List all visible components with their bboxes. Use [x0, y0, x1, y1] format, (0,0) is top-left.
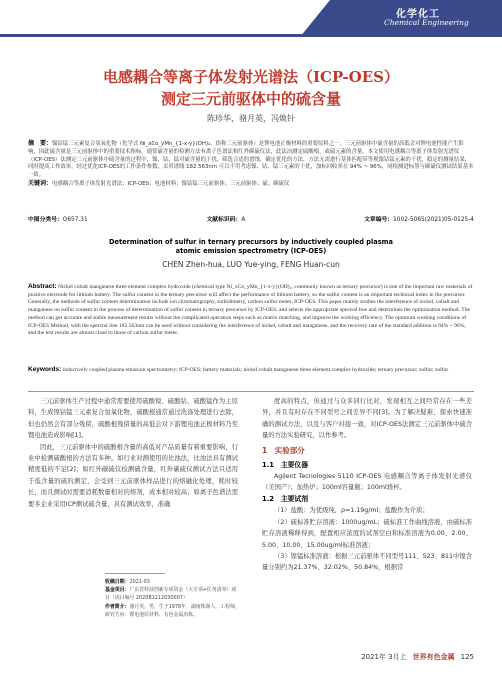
subsection-heading: 1.2 主要试剂	[262, 495, 309, 504]
doc-code: 文献标识码：A	[206, 217, 246, 223]
page-number: 125	[460, 653, 474, 661]
paragraph: Agilent Tecnologies 5110 ICP-OES 电感耦合等离子体发射光谱仪（美国产）；加热炉；100ml容量瓶；100ml烧杯。	[262, 472, 472, 492]
abstract-zh	[28, 140, 474, 189]
keywords-en-label: Keywords:	[28, 366, 62, 373]
clc: 中图分类号：O657.31	[28, 217, 88, 223]
divider	[28, 391, 474, 392]
authors: 陈珍华，骆月英，冯焕针	[207, 114, 295, 123]
journal-name: 世界有色金属	[412, 653, 455, 661]
footnote: 收稿日期：2021-03 基金项目：广东省科技创新专项资金（大专项+任务清单）项目（项目编号 2020B1212030007） 作者简介：骆月英，男，生于1978年，湖南株洲人，工程师，研究方向：锂电池原材料、有色金属冶炼。	[105, 579, 240, 618]
title-en	[40, 238, 462, 256]
paragraph: 因此，三元前驱体中的硫酸根含量的高低对产品质量有着重要影响，行业中检测硫酸根的方法有多种。如行业对测使用的比浊法，比浊法具有测试精度低的不足[2]；如红外碳硫仪检测硫含量，红外碳硫仪测试方法只适用于低含量的硫的测定，会受到三元前驱体样品进行的熔融化处理，耗时较长，而且测试时需要消耗数量相对的熔剂，成本相对较高；如离子色谱法需要多企业采用ICP测试硫含量，具有测试效率，准确	[28, 443, 238, 508]
abstract-en-text: Nickel cobalt manganese three element complex hydroxide (chemical type Ni_xCo_yMn_{1-x-y}(OH)₂, commonly known as ternary precursor) is one of the important raw materials of positive electrode for lithium battery. The sulfur content in the ternary precursor will affect the performance of lithium battery, so the sulfur content is an important technical index in the precursor. Generally, the methods of sulfur content determination include ion chromatography, turbidimetry, carbon sulfur meter, ICP-OES. This paper mainly studies the interference of nickel, cobalt and manganese on sulfur content in the process of determination of sulfur content in ternary precursor by ICP-OES, and selects the appropriate spectral line and determines the optimization method. The method can get accurate and stable measurement results without the complicated operation steps such as matrix matching, and improve the working efficiency. The optimum working conditions of ICP-OES Method, with the spectral line 182.563nm can be used without considering the interference of nickel, cobalt and manganese, and the recovery rate of the standard addition is 94% ~ 96%, and the test results are almost close to those of carbon sulfur meter.	[28, 284, 473, 337]
section-heading: 1 实验部分	[262, 445, 305, 455]
reagent-item: （2）硫标准贮存溶液：1000ug/mL；硫标准工作曲线溶液，由硫标准贮存溶液稀释得到，配置相应浓度的试剂空白和标准溶液为0.00、2.00、5.00、10.00、15.00ug/ml标准溶液；	[262, 518, 472, 549]
column-logo-en: Chemical Engineering	[384, 18, 469, 27]
abstract-zh-text: 镍钴锰三元素复合氢氧化物（化学式 Ni_xCo_yMn_{1-x-y}(OH)₂，俗称三元前驱体）是锂电池正极材料的重要原料之一。三元前驱体中硫含量的高低会对锂电池性能产生影响，因此硫含量是三元前驱体中的重要技术指标。通常硫含量的检测方法有离子色谱法和红外碳硫仪法，此法冶测定硫酸根，或硫元素的含量，本文使用电感耦合等离子体发射光谱仪（ICP-OES）法测定三元前驱体中硫含量的过程中，镍、钴、锰对硫含量的干扰，筛选合适的谱线，确定优化的方法，方法无需进行基体匹配带等观镍钴锰元素的干扰，稳定的测量结果，同时提高工作效率。经过优化ICP-OES的工作条件参数，采用谱线 182.563nm 可以不用考虑镍、钴、锰三元素的干扰，加标回收率在 94% ~ 96%，同检测进标签与碳硫仪测试结果基本一致。	[28, 141, 474, 179]
article-no: 文章编号：1002-5065(2021)05-0125-4	[364, 217, 474, 223]
body-right-column	[262, 396, 472, 574]
paragraph: 度高的特点，但通过与众多同行比对，发现相互之间经常存在一些差异，并且有时存在不同型号之间差异不同[3]。为了解决疑难、探索快速准确的测试方法，以及与客户对接一致，对ICP-OES法测定三元前驱体中硫含量的方法实验研究，以作参考。	[262, 398, 472, 440]
keywords-zh-label: 关键词：	[28, 179, 53, 187]
header-accent	[300, 0, 330, 37]
title-line-2: 测定三元前驱体中的硫含量	[160, 90, 341, 108]
paragraph: 三元前驱体生产过程中通常需要使用硫酸镍、硫酸钴、硫酸锰作为主原料，生成镍钴锰三元素复合氢氧化物，硫酸根通常通过洗涤处理进行去除，但也仍然会有部分残留，硫酸根残留量的高低会对下游锂电池正极材料乃至锂电池造成影响[1]。	[28, 398, 238, 440]
keywords-zh-text: 电感耦合等离子体发射光谱法；ICP-OES；电池材料；镍钴锰三元前驱体；三元前驱体；硫；碳硫仪	[52, 180, 290, 187]
subsection-heading: 1.1 主要仪器	[262, 460, 309, 469]
reagent-item: （3）镍锰标准溶液：根据三元前驱体不同型号111、523、811中镍含量分别约为21.37%、32.02%、50.84%，根据常	[262, 553, 472, 572]
keywords-en-text: inductively coupled plasma emission spectrometry; ICP-OES; battery materials; nickel cobalt manganese three element complex hydroxide; ternary precursor; sulfur; sulfur	[62, 367, 449, 373]
abstract-en	[28, 283, 474, 338]
reagent-item: （1）盐酸：为优级纯，ρ=1.19g/ml；盐酸作为介质；	[274, 507, 429, 515]
page-footer	[361, 652, 474, 662]
classification-line	[28, 214, 474, 223]
authors-en: CHEN Zhen-hua, LUO Yue-ying, FENG Huan-cun	[162, 260, 340, 269]
abstract-en-label: Abstract:	[28, 283, 57, 290]
column-logo-zh: 化学化工	[396, 9, 440, 20]
title-en-line-2: atomic emission spectrometry (ICP-OES)	[175, 247, 327, 255]
abstract-zh-label: 摘 要：	[28, 140, 53, 147]
journal-header	[0, 0, 502, 40]
title-en-line-1: Determination of sulfur in ternary precursors by inductively coupled plasma	[109, 238, 393, 246]
keywords-en	[28, 366, 474, 375]
issue-date: 2021年 3月上	[361, 653, 407, 661]
body-left-column	[28, 396, 238, 510]
title-line-1: 电感耦合等离子体发射光谱法（ICP-OES）	[103, 68, 399, 86]
footnote-rule	[105, 573, 165, 574]
